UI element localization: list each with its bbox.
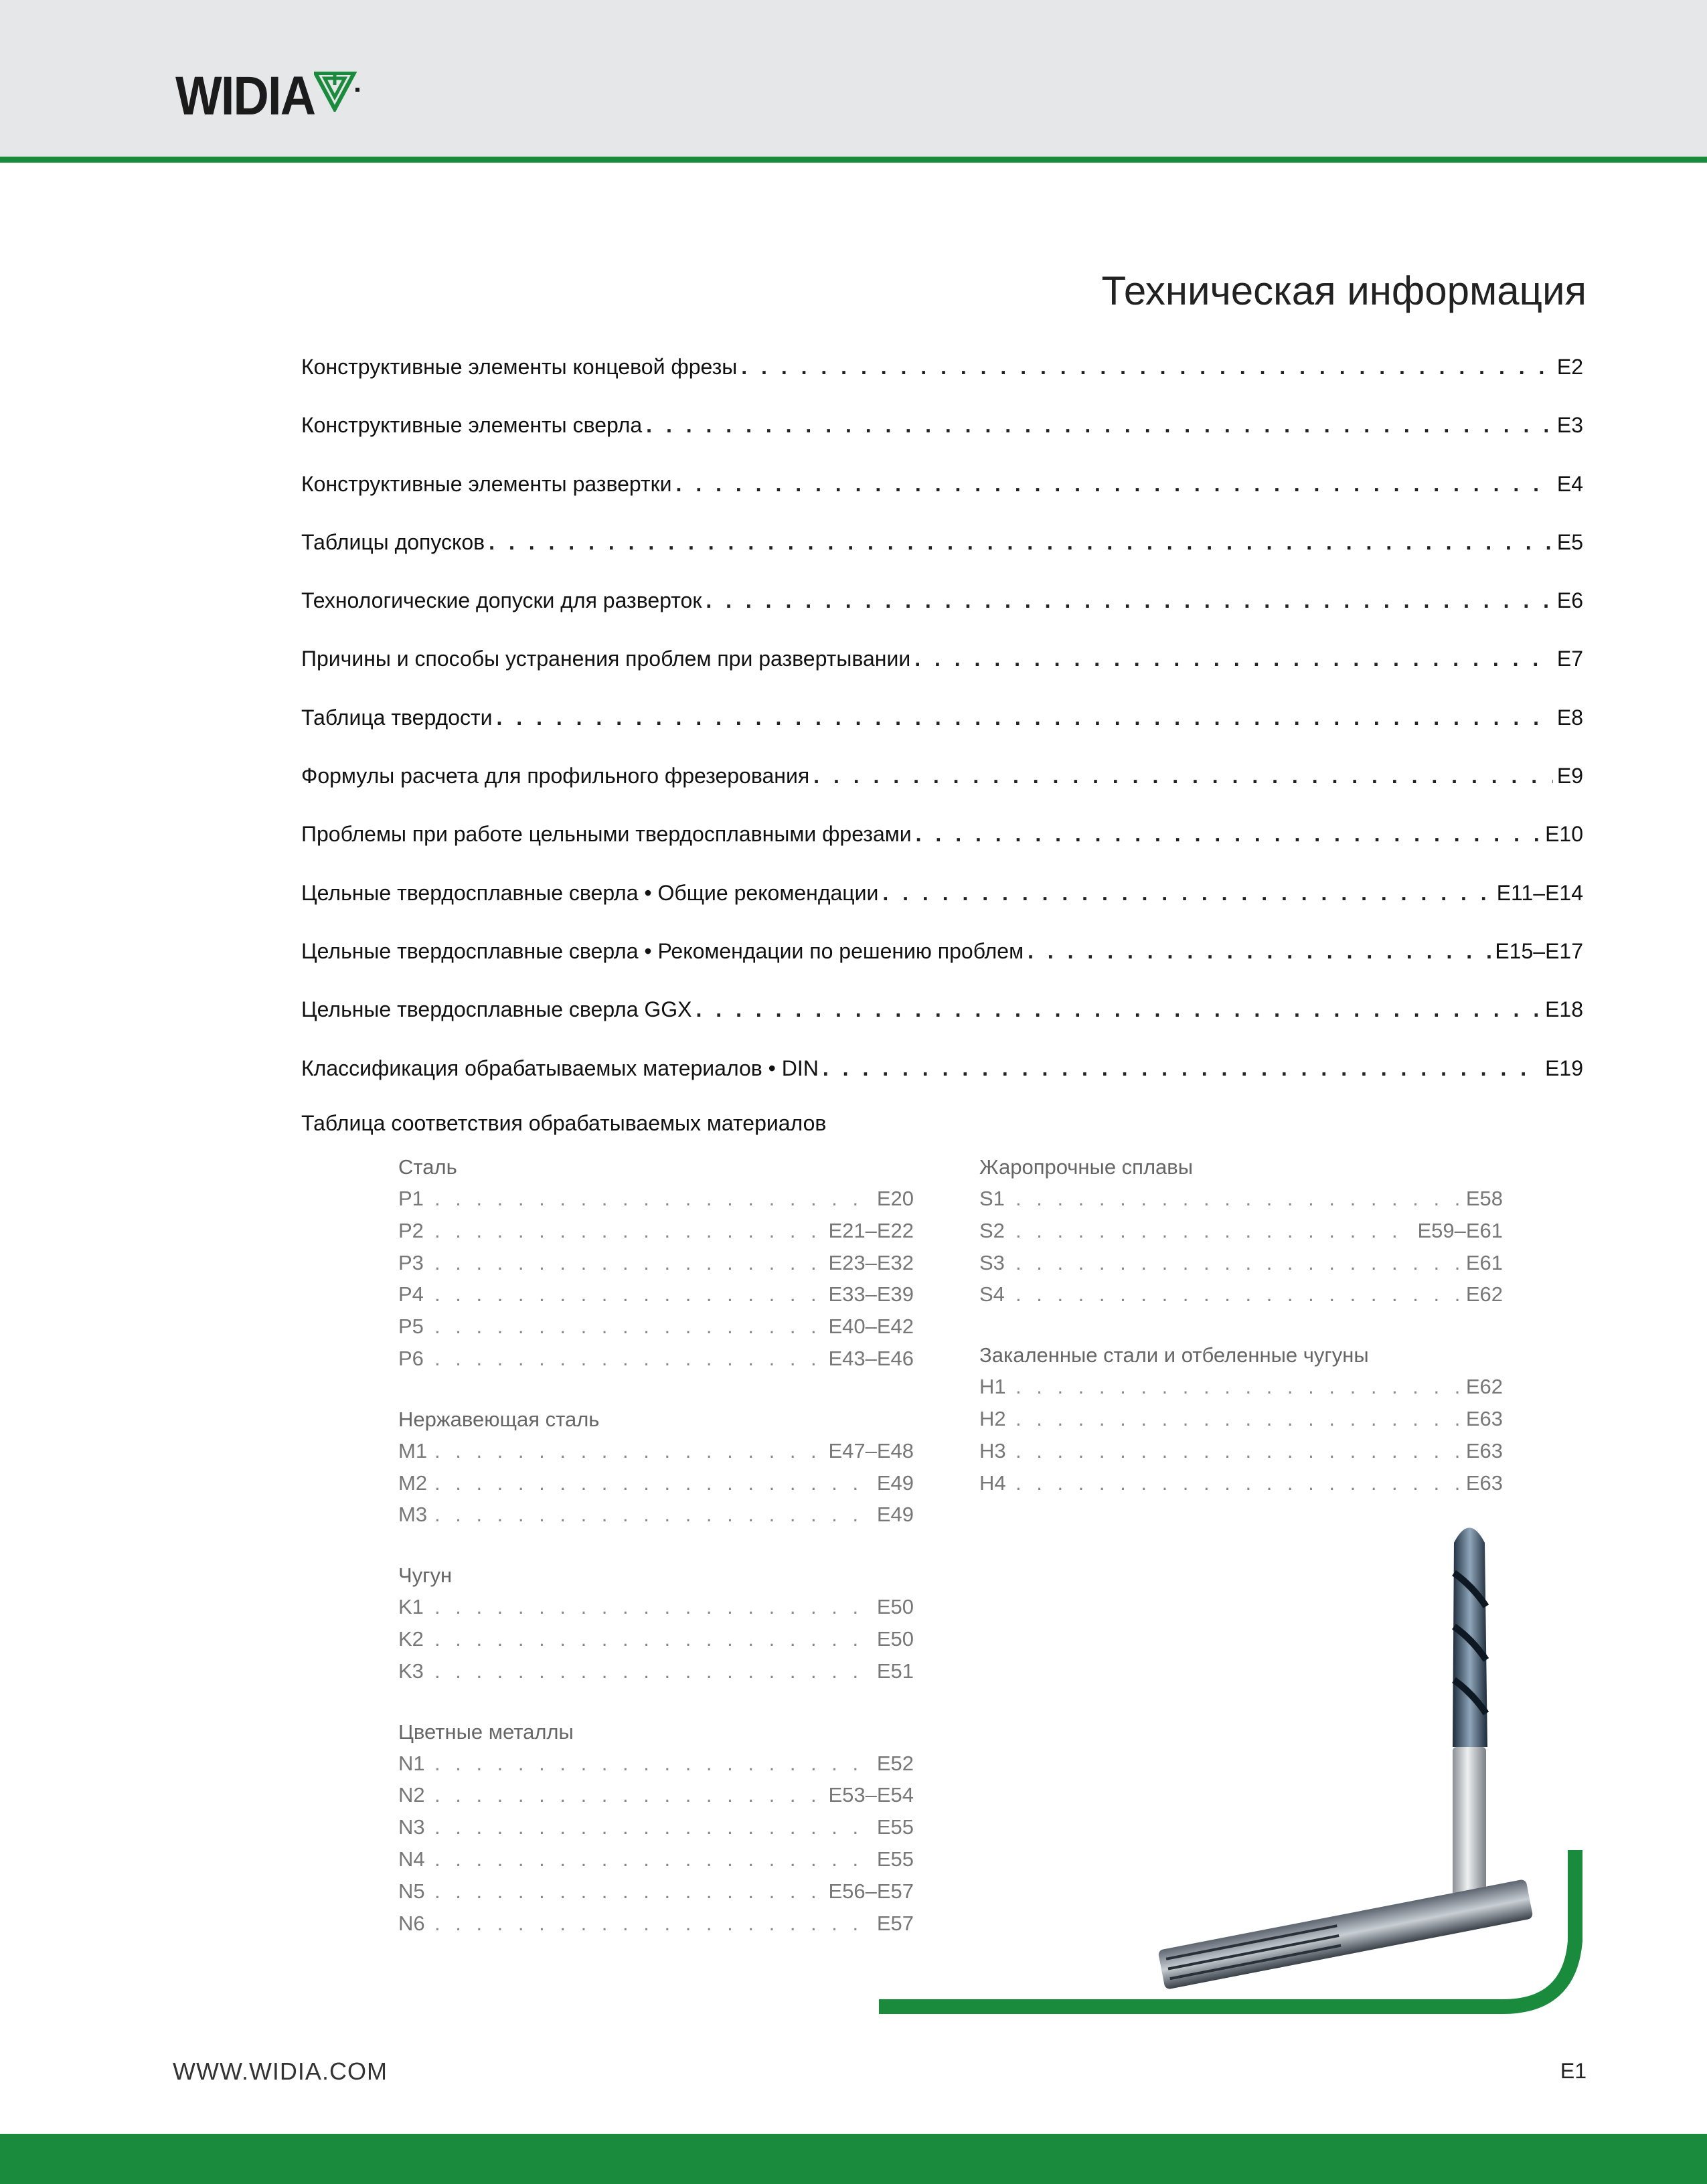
material-code: M3: [398, 1503, 428, 1527]
toc-entry[interactable]: [301, 1056, 1583, 1114]
material-group: [979, 1339, 1503, 1499]
toc-entry-page: E3: [1556, 413, 1583, 438]
material-code: N3: [398, 1815, 425, 1839]
toc-entry-label: Цельные твердосплавные сверла • Рекомендации по решению проблем: [301, 938, 1024, 963]
dot-leader: [706, 588, 1553, 613]
material-row[interactable]: [979, 1247, 1503, 1279]
footer-page-number: E1: [1560, 2059, 1587, 2083]
dot-leader: [434, 1843, 874, 1875]
material-group: [398, 1716, 914, 1940]
dot-leader: [434, 1875, 825, 1908]
dot-leader: [916, 822, 1541, 847]
dot-leader: [434, 1247, 825, 1279]
toc-entry-page: E2: [1556, 355, 1583, 379]
material-row[interactable]: [398, 1748, 914, 1780]
dot-leader: [434, 1623, 874, 1655]
material-row[interactable]: [398, 1591, 914, 1623]
dot-leader: [434, 1591, 874, 1623]
material-page: E23–E32: [828, 1250, 914, 1274]
toc-entry[interactable]: [301, 822, 1583, 880]
material-row[interactable]: [979, 1278, 1503, 1311]
material-row[interactable]: [398, 1779, 914, 1811]
material-group: [398, 1560, 914, 1687]
material-code: K3: [398, 1659, 424, 1683]
footer-band: [0, 2134, 1707, 2184]
toc-entry[interactable]: [301, 939, 1583, 997]
dot-leader: [1015, 1183, 1463, 1215]
dot-leader: [434, 1748, 874, 1780]
toc-entry-label: Формулы расчета для профильного фрезерования: [301, 764, 810, 788]
material-page: E50: [876, 1626, 914, 1651]
toc-entry-label: Таблица твердости: [301, 705, 493, 730]
material-code: M2: [398, 1471, 428, 1495]
material-page: E62: [1465, 1375, 1503, 1399]
material-row[interactable]: [398, 1908, 914, 1940]
material-code: P2: [398, 1218, 424, 1242]
dot-leader: [676, 472, 1553, 497]
material-row[interactable]: [979, 1371, 1503, 1403]
toc-entry[interactable]: [301, 881, 1583, 939]
material-group-title: Жаропрочные сплавы: [979, 1155, 1194, 1179]
toc-entry-label: Проблемы при работе цельными твердосплавными фрезами: [301, 822, 912, 847]
toc-entry-page: E15–E17: [1495, 938, 1583, 963]
dot-leader: [1028, 939, 1491, 964]
material-row[interactable]: [398, 1875, 914, 1908]
material-code: H1: [979, 1375, 1006, 1399]
material-code: H4: [979, 1471, 1006, 1495]
material-row[interactable]: [398, 1623, 914, 1655]
material-row[interactable]: [398, 1278, 914, 1311]
material-page: E62: [1465, 1282, 1503, 1307]
material-page: E49: [876, 1503, 914, 1527]
material-row[interactable]: [979, 1403, 1503, 1435]
dot-leader: [1015, 1403, 1463, 1435]
material-row[interactable]: [979, 1215, 1503, 1247]
widia-triangle-icon: [314, 72, 361, 112]
toc-entry-page: E4: [1556, 471, 1583, 496]
material-code: S2: [979, 1218, 1005, 1242]
toc-entry[interactable]: [301, 705, 1583, 764]
toc-entry[interactable]: [301, 413, 1583, 471]
material-code: P1: [398, 1187, 424, 1210]
material-row[interactable]: [979, 1435, 1503, 1467]
material-group-title: Сталь: [398, 1155, 457, 1179]
dot-leader: [489, 530, 1553, 555]
material-page: E49: [876, 1471, 914, 1495]
material-page: E57: [876, 1911, 914, 1935]
material-row[interactable]: [398, 1183, 914, 1215]
material-code: P5: [398, 1315, 424, 1339]
material-page: E58: [1465, 1187, 1503, 1210]
toc-entry[interactable]: [301, 588, 1583, 647]
material-code: M1: [398, 1438, 428, 1462]
material-row[interactable]: [398, 1467, 914, 1499]
correspondence-title: Таблица соответствия обрабатываемых материалов: [301, 1111, 827, 1135]
material-row[interactable]: [398, 1811, 914, 1843]
dot-leader: [434, 1655, 874, 1687]
toc-entry[interactable]: [301, 997, 1583, 1056]
dot-leader: [434, 1467, 874, 1499]
material-code: S3: [979, 1250, 1005, 1274]
toc-entry-label: Технологические допуски для разверток: [301, 588, 702, 613]
footer-url[interactable]: WWW.WIDIA.COM: [173, 2057, 388, 2085]
material-row[interactable]: [398, 1499, 914, 1531]
material-page: E50: [876, 1595, 914, 1619]
dot-leader: [741, 355, 1553, 380]
material-group: [398, 1151, 914, 1375]
material-row[interactable]: [398, 1247, 914, 1279]
dot-leader: [434, 1311, 825, 1343]
material-page: E59–E61: [1417, 1218, 1503, 1242]
material-page: E53–E54: [828, 1783, 914, 1807]
material-group-title: Нержавеющая сталь: [398, 1407, 600, 1431]
material-code: N6: [398, 1911, 425, 1935]
material-page: E55: [876, 1847, 914, 1871]
dot-leader: [1015, 1435, 1463, 1467]
material-page: E20: [876, 1187, 914, 1210]
page-title: Техническая информация: [1101, 268, 1587, 313]
toc-entry[interactable]: [301, 647, 1583, 705]
material-code: H3: [979, 1438, 1006, 1462]
dot-leader: [434, 1811, 874, 1843]
toc-entry-page: E6: [1556, 588, 1583, 613]
material-page: E43–E46: [828, 1346, 914, 1370]
dot-leader: [1015, 1215, 1414, 1247]
material-row[interactable]: [398, 1655, 914, 1687]
material-code: N5: [398, 1879, 425, 1903]
dot-leader: [434, 1908, 874, 1940]
dot-leader: [1015, 1467, 1463, 1499]
material-code: N2: [398, 1783, 425, 1807]
material-page: E56–E57: [828, 1879, 914, 1903]
dot-leader: [434, 1278, 825, 1311]
material-row[interactable]: [398, 1435, 914, 1467]
material-row[interactable]: [398, 1215, 914, 1247]
material-page: E63: [1465, 1471, 1503, 1495]
dot-leader: [1015, 1371, 1463, 1403]
material-group: [979, 1151, 1503, 1311]
toc-entry-label: Конструктивные элементы развертки: [301, 471, 672, 496]
material-code: N4: [398, 1847, 425, 1871]
material-page: E47–E48: [828, 1438, 914, 1462]
material-code: S4: [979, 1282, 1005, 1307]
material-page: E51: [876, 1659, 914, 1683]
material-page: E21–E22: [828, 1218, 914, 1242]
material-code: H2: [979, 1406, 1006, 1430]
dot-leader: [434, 1343, 825, 1375]
toc-entry-page: E10: [1545, 822, 1583, 847]
toc-entry-page: E8: [1556, 705, 1583, 730]
dot-leader: [823, 1056, 1541, 1081]
material-page: E55: [876, 1815, 914, 1839]
material-page: E63: [1465, 1406, 1503, 1430]
material-group-title: Закаленные стали и отбеленные чугуны: [979, 1343, 1369, 1367]
correspondence-right-column: [979, 1151, 1503, 1527]
toc-entry-label: Цельные твердосплавные сверла • Общие рекомендации: [301, 880, 879, 905]
toc-entry-label: Цельные твердосплавные сверла GGX: [301, 997, 692, 1022]
material-row[interactable]: [979, 1467, 1503, 1499]
dot-leader: [914, 647, 1553, 671]
material-code: P4: [398, 1282, 424, 1307]
toc-entry-page: E9: [1556, 764, 1583, 788]
material-page: E33–E39: [828, 1282, 914, 1307]
material-code: N1: [398, 1751, 425, 1775]
dot-leader: [434, 1183, 874, 1215]
toc-entry-page: E5: [1556, 529, 1583, 554]
dot-leader: [1015, 1278, 1463, 1311]
material-code: P6: [398, 1346, 424, 1370]
material-group: [398, 1404, 914, 1531]
dot-leader: [696, 997, 1542, 1022]
material-row[interactable]: [398, 1343, 914, 1375]
material-page: E63: [1465, 1438, 1503, 1462]
material-page: E52: [876, 1751, 914, 1775]
material-row[interactable]: [398, 1311, 914, 1343]
correspondence-left-column: [398, 1151, 914, 1968]
toc-entry-page: E18: [1545, 997, 1583, 1022]
material-group-title: Чугун: [398, 1564, 453, 1588]
material-code: P3: [398, 1250, 424, 1274]
drill-reamer-image: [1138, 1513, 1553, 2008]
dot-leader: [497, 705, 1553, 730]
dot-leader: [434, 1435, 825, 1467]
material-page: E40–E42: [828, 1315, 914, 1339]
dot-leader: [882, 881, 1492, 906]
toc-entry-page: E7: [1556, 647, 1583, 671]
toc-entry-label: Таблицы допусков: [301, 529, 485, 554]
dot-leader: [434, 1499, 874, 1531]
material-group-title: Цветные металлы: [398, 1719, 574, 1744]
toc-entry[interactable]: [301, 764, 1583, 822]
toc-entry-label: Конструктивные элементы сверла: [301, 413, 643, 438]
dot-leader: [646, 413, 1553, 438]
material-page: E61: [1465, 1250, 1503, 1274]
material-code: S1: [979, 1187, 1005, 1210]
toc-entry-label: Конструктивные элементы концевой фрезы: [301, 355, 738, 379]
toc-entry-label: Классификация обрабатываемых материалов • DIN: [301, 1056, 819, 1080]
toc-entry-label: Причины и способы устранения проблем при развертывании: [301, 647, 911, 671]
toc-entry[interactable]: [301, 355, 1583, 413]
toc-entry[interactable]: [301, 530, 1583, 588]
widia-logo: [175, 66, 361, 127]
dot-leader: [434, 1215, 825, 1247]
material-code: K2: [398, 1626, 424, 1651]
dot-leader: [1015, 1247, 1463, 1279]
toc-entry-page: E19: [1545, 1056, 1583, 1080]
toc-entry-page: E11–E14: [1496, 880, 1583, 905]
table-of-contents: [301, 355, 1583, 1114]
header-rule: [0, 157, 1707, 163]
material-row[interactable]: [979, 1183, 1503, 1215]
logo-text: WIDIA: [175, 66, 315, 127]
dot-leader: [434, 1779, 825, 1811]
dot-leader: [813, 764, 1553, 788]
material-row[interactable]: [398, 1843, 914, 1875]
toc-entry[interactable]: [301, 472, 1583, 530]
material-code: K1: [398, 1595, 424, 1619]
